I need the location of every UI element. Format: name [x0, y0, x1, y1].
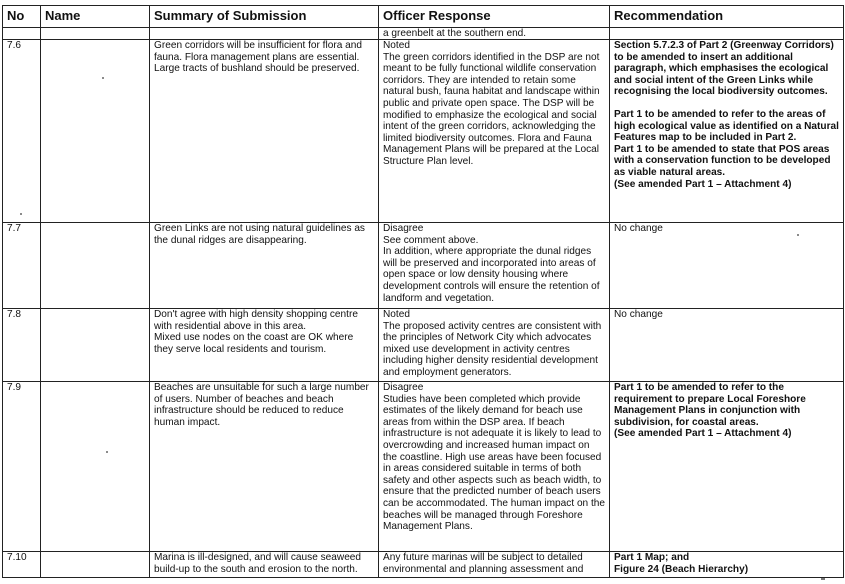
row-response: [379, 309, 610, 382]
header-summary: Summary of Submission: [150, 6, 379, 28]
response-line: Disagree: [383, 382, 424, 393]
row-response: [379, 40, 610, 223]
row-recommendation: [610, 309, 844, 382]
row-recommendation: [610, 552, 844, 578]
recommendation-line: No change: [614, 223, 663, 234]
row-number: 7.7: [3, 223, 41, 309]
response-line: The proposed activity centres are consistent with the principles of Network City which advocates mixed use development in activity centres including higher density residential development and employment generators.: [383, 320, 602, 378]
row-response: [379, 552, 610, 578]
row-number: 7.10: [3, 552, 41, 578]
table-row: [3, 223, 844, 309]
submissions-table: [2, 5, 844, 578]
continuation-text: a greenbelt at the southern end.: [379, 28, 610, 40]
table-row-continuation: [3, 28, 844, 40]
scan-speck: [20, 213, 22, 215]
recommendation-line: Figure 24 (Beach Hierarchy): [614, 563, 749, 575]
response-line: In addition, where appropriate the dunal ridges will be preserved and incorporated into areas of open space or low density housing where development controls will ensure the retention of landform and vegetation.: [383, 246, 600, 304]
row-number: 7.8: [3, 309, 41, 382]
scan-speck: [797, 234, 799, 236]
row-number: 7.9: [3, 382, 41, 552]
row-summary: [150, 309, 379, 382]
row-response: [379, 382, 610, 552]
recommendation-line: Part 1 to be amended to refer to the areas of high ecological value as identified on a Natural Features map to be included in Part 2.: [614, 108, 839, 144]
response-line: Studies have been completed which provide estimates of the likely demand for beach use areas from within the DSP area. If beach infrastructure is not adequate it is likely to lead to overcrowding and increased human impact on the coastline. High use areas have been focused in areas considered suitable in terms of both safety and other aspects such as beach width, to ensure that the predicted number of beach users can be accommodated. The human impact on the beaches will be managed through Foreshore Management Plans.: [383, 393, 606, 533]
row-name: [41, 382, 150, 552]
row-summary: [150, 552, 379, 578]
response-line: Noted: [383, 309, 410, 320]
table-row: [3, 40, 844, 223]
summary-line: Large tracts of bushland should be preserved.: [154, 63, 360, 75]
table-row: [3, 309, 844, 382]
header-officer-response: Officer Response: [379, 6, 610, 28]
response-line: Any future marinas will be subject to detailed environmental and planning assessment and: [383, 552, 584, 575]
recommendation-line: Part 1 to be amended to refer to the requirement to prepare Local Foreshore Management Plans in conjunction with subdivision, for coastal areas.: [614, 382, 806, 428]
row-name: [41, 309, 150, 382]
row-summary: [150, 40, 379, 223]
recommendation-line: Part 1 Map; and: [614, 552, 690, 563]
summary-line: Beaches are unsuitable for such a large number of users. Number of beaches and beach infrastructure should be reduced to reduce human impact.: [154, 382, 369, 428]
table-row: [3, 382, 844, 552]
table-header-row: [3, 6, 844, 28]
row-name: [41, 552, 150, 578]
row-summary: [150, 223, 379, 309]
response-line: Disagree: [383, 223, 424, 234]
row-number: 7.6: [3, 40, 41, 223]
row-summary: [150, 382, 379, 552]
row-name: [41, 223, 150, 309]
summary-line: Marina is ill-designed, and will cause seaweed build-up to the south and erosion to the north.: [154, 552, 362, 575]
row-recommendation: [610, 382, 844, 552]
summary-line: Don't agree with high density shopping centre with residential above in this area.: [154, 309, 358, 332]
response-line: See comment above.: [383, 234, 479, 246]
row-recommendation: [610, 223, 844, 309]
summary-line: Green Links are not using natural guidelines as the dunal ridges are disappearing.: [154, 223, 365, 246]
header-recommendation: Recommendation: [610, 6, 844, 28]
scan-speck: [106, 451, 108, 453]
recommendation-line: (See amended Part 1 – Attachment 4): [614, 178, 792, 190]
page-mark: [821, 578, 825, 580]
summary-line: Mixed use nodes on the coast are OK where they serve local residents and tourism.: [154, 332, 354, 355]
recommendation-line: No change: [614, 309, 663, 320]
response-line: The green corridors identified in the DSP are not meant to be fully functional wildlife conservation corridors. They are intended to retain some natural bush, fauna habitat and landscape within public and private open space. The DSP will be modified to emphasize the ecological and social intent of the green corridors, acknowledging the limited biodiversity outcomes. Flora and Fauna Management Plans will be prepared at the Local Structure Plan level.: [383, 51, 600, 167]
recommendation-line: Section 5.7.2.3 of Part 2 (Greenway Corridors) to be amended to insert an additional paragraph, which emphasises the ecological and social intent of the Green Links while recognising the local biodiversity outcomes.: [614, 40, 834, 98]
row-response: [379, 223, 610, 309]
header-name: Name: [41, 6, 150, 28]
row-name: [41, 40, 150, 223]
summary-line: Green corridors will be insufficient for flora and fauna. Flora management plans are essential.: [154, 40, 362, 63]
response-line: Noted: [383, 40, 410, 51]
recommendation-line: Part 1 to be amended to state that POS areas with a conservation function to be developed as viable natural areas.: [614, 143, 831, 178]
recommendation-line: (See amended Part 1 – Attachment 4): [614, 428, 792, 440]
header-no: No: [3, 6, 41, 28]
scan-speck: [102, 77, 104, 79]
table-row: [3, 552, 844, 578]
row-recommendation: [610, 40, 844, 223]
